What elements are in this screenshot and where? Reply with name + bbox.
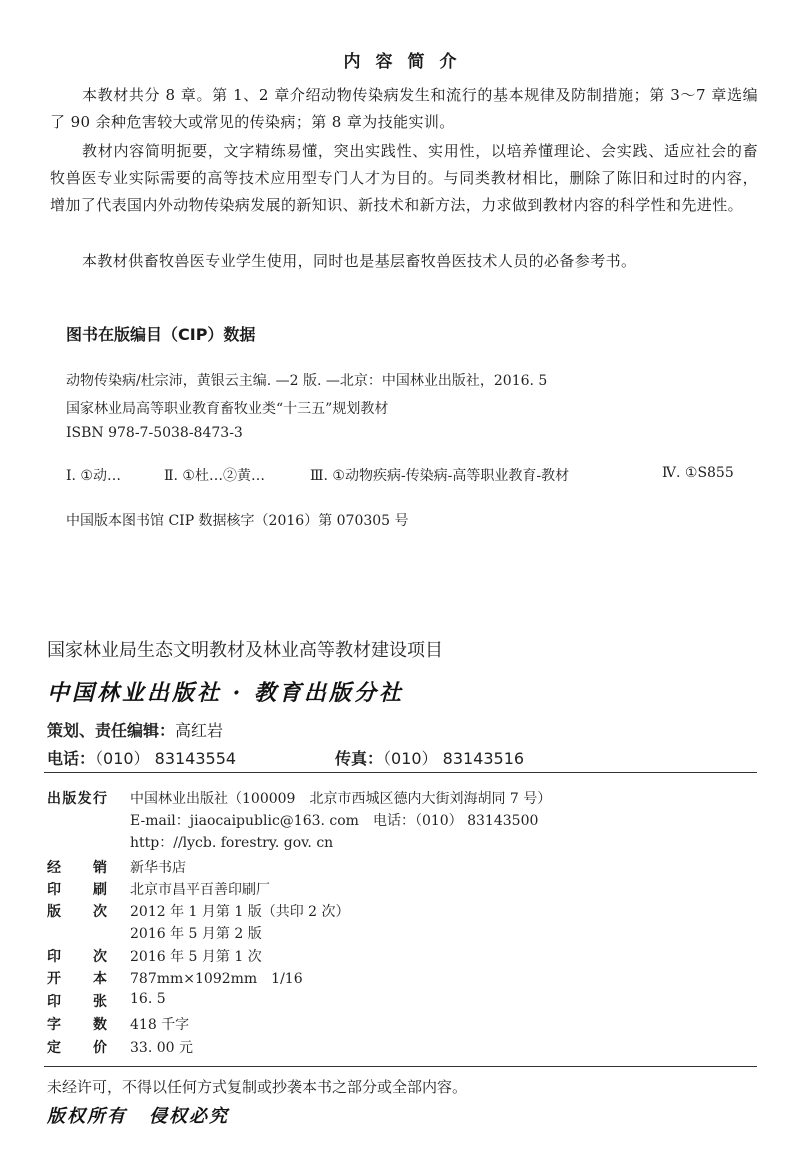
- detail-label-format: 开 本: [47, 971, 107, 987]
- copyright-notice: 未经许可，不得以任何方式复制或抄袭本书之部分或全部内容。: [47, 1078, 468, 1096]
- detail-value: 2012 年 1 月第 1 版（共印 2 次）: [130, 904, 350, 920]
- rights-text: 版权所有: [47, 1106, 127, 1127]
- phone-value: （010） 83143554: [95, 749, 237, 768]
- divider: [44, 1066, 757, 1067]
- detail-value-contact: E-mail：jiaocaipublic@163. com 电话：（010） 83143500: [130, 813, 539, 829]
- summary-paragraph: 教材内容简明扼要，文字精练易懂，突出实践性、实用性，以培养懂理论、会实践、适应社会的畜牧兽医专业实际需要的高等技术应用型专门人才为目的。与同类教材相比，删除了陈旧和过时的内容，增加了代表国内外动物传染病发展的新知识、新技术和新方法，力求做到教材内容的科学性和先进性。: [50, 142, 758, 214]
- fax-value: （010） 83143516: [383, 749, 525, 768]
- detail-value: 787mm×1092mm 1/16: [130, 971, 303, 987]
- summary-title: 内容简介: [343, 52, 472, 72]
- cip-bibliographic-line: 动物传染病/杜宗沛，黄银云主编. —2 版. —北京：中国林业出版社，2016. 5: [66, 373, 548, 389]
- detail-label-price: 定 价: [47, 1040, 107, 1056]
- detail-label-printing: 印 次: [47, 949, 107, 965]
- detail-value: 16. 5: [130, 991, 166, 1007]
- detail-value: 新华书店: [130, 860, 186, 876]
- detail-value: 中国林业出版社（100009 北京市西城区德内大街刘海胡同 7 号）: [130, 791, 552, 807]
- detail-label-wordcount: 字 数: [47, 1017, 107, 1033]
- cip-verification: 中国版本图书馆 CIP 数据核字（2016）第 070305 号: [66, 513, 409, 529]
- cip-class-item: Ⅳ. ①S855: [662, 465, 734, 481]
- summary-paragraph: 本教材供畜牧兽医专业学生使用，同时也是基层畜牧兽医技术人员的必备参考书。: [82, 252, 637, 270]
- cip-class-item: Ⅱ. ①杜…②黄…: [164, 468, 265, 484]
- rights-text: 侵权必究: [149, 1106, 229, 1127]
- editor-label: 策划、责任编辑：: [47, 721, 176, 740]
- phone-label: 电话：: [47, 749, 96, 768]
- detail-value: 北京市昌平百善印刷厂: [130, 882, 270, 898]
- summary-paragraph: 本教材共分 8 章。第 1、2 章介绍动物传染病发生和流行的基本规律及防制措施；第 3～7 章选编了 90 余种危害较大或常见的传染病；第 8 章为技能实训。: [50, 86, 758, 131]
- detail-value: 33. 00 元: [130, 1040, 193, 1056]
- cip-title: 图书在版编目（CIP）数据: [66, 325, 256, 344]
- cip-class-item: Ⅰ. ①动…: [66, 468, 121, 484]
- detail-value: 418 千字: [130, 1017, 190, 1033]
- cip-isbn: ISBN 978-7-5038-8473-3: [66, 425, 243, 441]
- detail-label-printer: 印 刷: [47, 882, 107, 898]
- cip-class-item: Ⅲ. ①动物疾病-传染病-高等职业教育-教材: [310, 468, 570, 484]
- detail-value-website: http：//lycb. forestry. gov. cn: [130, 835, 334, 851]
- detail-value: 2016 年 5 月第 2 版: [130, 926, 262, 942]
- rights-reserved: [47, 1102, 229, 1128]
- detail-label-sales: 经 销: [47, 860, 107, 876]
- cip-series-line: 国家林业局高等职业教育畜牧业类“十三五”规划教材: [66, 401, 389, 417]
- detail-label-sheets: 印 张: [47, 994, 107, 1010]
- detail-label-edition: 版 次: [47, 904, 107, 920]
- detail-label-distributor: 出版发行: [47, 791, 107, 807]
- fax-label: 传真：: [335, 749, 384, 768]
- editor-name: 高红岩: [175, 721, 224, 740]
- project-title: 国家林业局生态文明教材及林业高等教材建设项目: [47, 640, 443, 661]
- publisher-name: 中国林业出版社 · 教育出版分社: [47, 680, 404, 706]
- detail-value: 2016 年 5 月第 1 次: [130, 949, 262, 965]
